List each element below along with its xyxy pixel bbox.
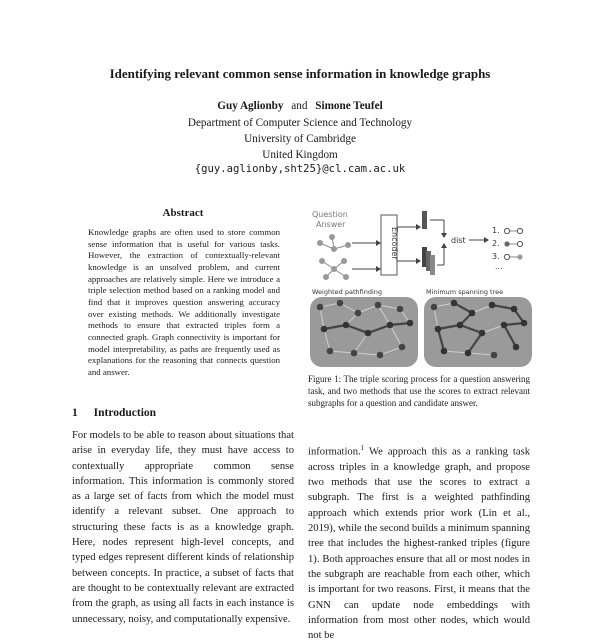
graph-node xyxy=(387,322,394,329)
rank-ellipsis: ... xyxy=(495,262,503,271)
graph-node xyxy=(431,304,438,311)
intro-text-right xyxy=(308,441,530,642)
question-graph xyxy=(317,234,351,252)
affiliation-university: University of Cambridge xyxy=(244,133,356,145)
rank-2-label: 2. xyxy=(492,239,500,248)
graph-node xyxy=(317,304,324,311)
graph-node xyxy=(355,310,362,317)
graph-node xyxy=(441,348,448,355)
footnote-mark: 1 xyxy=(360,444,365,452)
graph-node xyxy=(345,242,351,248)
intro-text-right-rest: We approach this as a ranking task across triples in a knowledge graph, and propose two methods that use the scores to extract a subgraph. The first is a weighted pathfinding approach which extends prior work (Lin et al., 2019), while the second builds a minimum spanning tree that includes the highest-ranked triples (figure 1). Both approaches ensure that all or most nodes in the subgraph are reachable from each other, which is important for two reasons. First, it means that the GNN can update node embeddings with information from most other nodes, which would not be xyxy=(308,446,530,642)
graph-node xyxy=(511,306,518,313)
graph-node xyxy=(323,274,329,280)
abstract-text: Knowledge graphs are often used to store common sense information that is useful for various tasks. However, the extraction of contextually-relevant knowledge is an unsolved problem, and current approaches are relatively simple. Here we introduce a triple selection method based on a ranking model and find that it improves question answering accuracy over existing methods. We additionally investigate methods to ensure that extracted triples form a connected graph. Graph connectivity is important for model interpretability, as paths are frequently used as explanations for the reasoning that connects question and answer. xyxy=(88,227,280,377)
panel-left-title: Weighted pathfinding xyxy=(312,288,383,296)
figure-caption: Figure 1: The triple scoring process for a question answering task, and two methods that use the scores to extract relevant subgraphs for a question and candidate answer. xyxy=(308,374,530,408)
intro-text-left: For models to be able to reason about situations that arise in everyday life, they must have access to contextually appropriate common sense information. This information is commonly stored as a large set of facts from which the model must identify a relevant subset. One approach to structuring these facts is as a knowledge graph. Here, nodes represent high-level concepts, and typed edges represent different kinds of relationship between concepts. In practice, a subset of facts that are thought to be contextually relevant are extracted from the graph, as using all facts in each instance is unnecessary, noisy, and computationally expensive. xyxy=(72,430,294,625)
graph-node xyxy=(337,300,344,307)
figure-label-answer: Answer xyxy=(316,220,346,229)
graph-node xyxy=(397,306,404,313)
rank-3-label: 3. xyxy=(492,252,500,261)
graph-node xyxy=(457,322,464,329)
author-1: Guy Aglionby xyxy=(217,100,284,112)
graph-node xyxy=(501,322,508,329)
graph-node xyxy=(327,348,334,355)
section-heading xyxy=(72,407,156,419)
graph-node xyxy=(399,344,406,351)
graph-node xyxy=(343,322,350,329)
triple-graph xyxy=(319,258,349,280)
author-line xyxy=(0,100,600,112)
graph-node xyxy=(375,302,382,309)
graph-node xyxy=(317,240,323,246)
intro-text-right-start: information. xyxy=(308,446,361,458)
question-embedding xyxy=(422,211,427,229)
graph-node xyxy=(407,320,414,327)
graph-node xyxy=(329,234,335,240)
dist-label: dist xyxy=(451,236,466,245)
ranked-triples xyxy=(492,226,523,271)
author-2: Simone Teufel xyxy=(315,100,383,112)
rank-1-label: 1. xyxy=(492,226,500,235)
graph-node xyxy=(491,352,498,359)
graph-node xyxy=(435,326,442,333)
figure-label-question: Question xyxy=(312,210,348,219)
graph-node xyxy=(451,300,458,307)
author-conjunction: and xyxy=(291,100,308,112)
graph-node xyxy=(489,302,496,309)
graph-node xyxy=(341,258,347,264)
panel-right-title: Minimum spanning tree xyxy=(426,288,504,296)
section-title: Introduction xyxy=(93,407,157,419)
graph-node xyxy=(331,246,337,252)
graph-node xyxy=(469,310,476,317)
panel-weighted-pathfinding xyxy=(310,297,418,367)
graph-node xyxy=(479,330,486,337)
graph-node xyxy=(521,320,528,327)
graph-node xyxy=(351,350,358,357)
graph-node xyxy=(365,330,372,337)
graph-node xyxy=(377,352,384,359)
affiliation-country: United Kingdom xyxy=(262,149,338,161)
encoder-label: Encoder xyxy=(390,227,399,260)
author-email: {guy.aglionby,sht25}@cl.cam.ac.uk xyxy=(194,163,406,175)
panel-minimum-spanning-tree xyxy=(424,297,532,367)
figure-1 xyxy=(306,203,534,369)
section-number: 1 xyxy=(72,407,78,419)
graph-node xyxy=(343,274,349,280)
graph-node xyxy=(321,326,328,333)
graph-node xyxy=(465,350,472,357)
affiliation-dept: Department of Computer Science and Technology xyxy=(187,117,413,129)
abstract-heading: Abstract xyxy=(162,207,204,219)
graph-node xyxy=(331,266,337,272)
figure-1-svg xyxy=(306,203,534,369)
graph-node xyxy=(319,258,325,264)
graph-node xyxy=(513,344,520,351)
paper-title: Identifying relevant common sense information in knowledge graphs xyxy=(109,66,491,81)
